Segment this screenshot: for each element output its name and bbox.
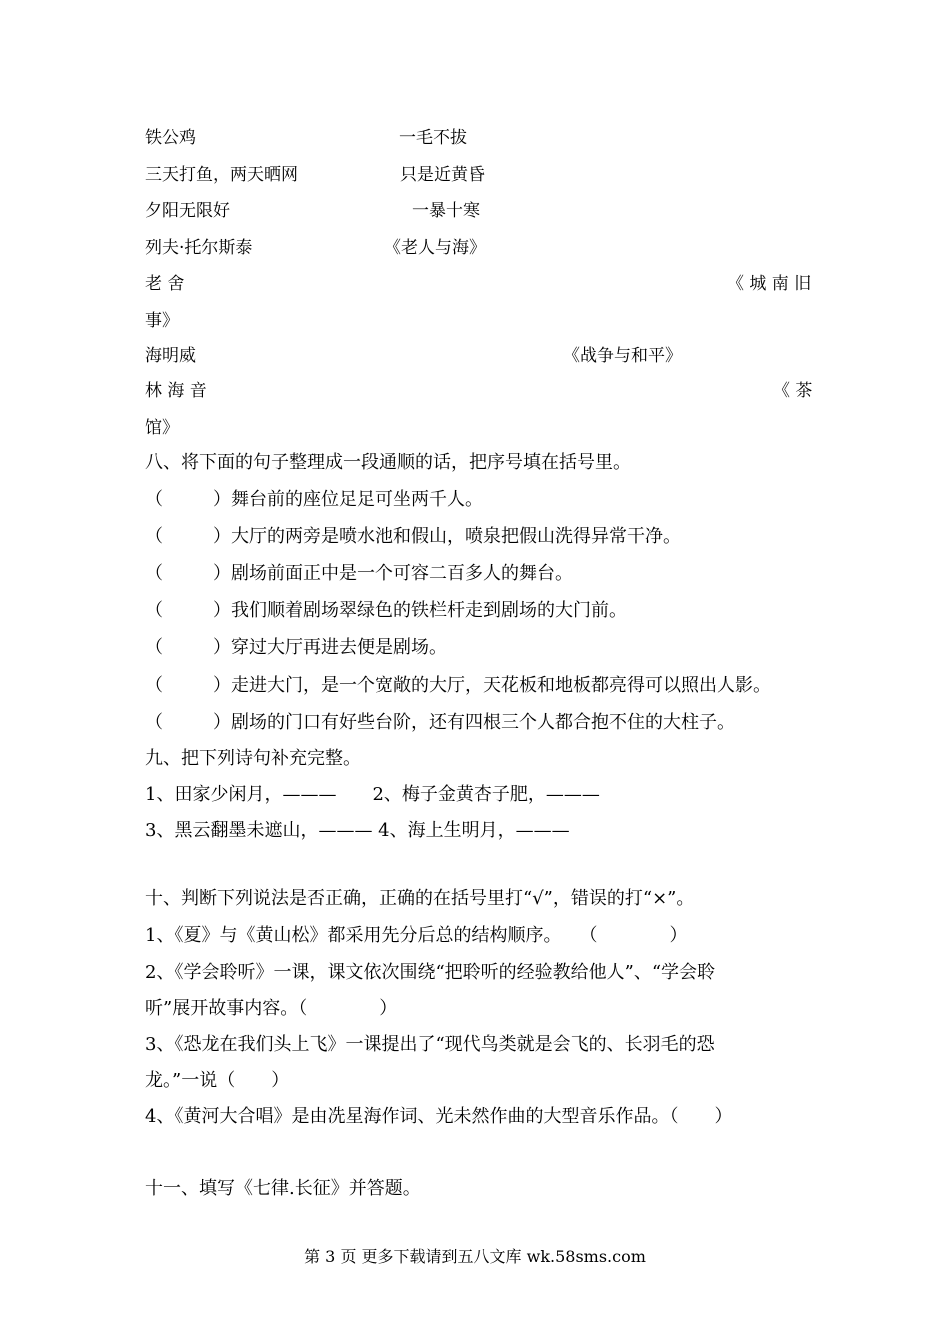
match-left-1: 铁公鸡 bbox=[145, 128, 196, 148]
judge-q2-line1: 2、《学会聆听》一课，课文依次围绕“把聆听的经验教给他人”、“学会聆 bbox=[145, 962, 716, 983]
judge-q4: 4、《黄河大合唱》是由冼星海作词、光未然作曲的大型音乐作品。（ ） bbox=[145, 1106, 733, 1127]
sentence-6: ）走进大门，是一个宽敞的大厅，天花板和地板都亮得可以照出人影。 bbox=[213, 675, 771, 696]
match-right-4: 《老人与海》 bbox=[384, 238, 486, 258]
match-right-3: 一暴十寒 bbox=[412, 201, 480, 221]
sentence-5: ）穿过大厅再进去便是剧场。 bbox=[213, 637, 447, 658]
sentence-4: ）我们顺着剧场翠绿色的铁栏杆走到剧场的大门前。 bbox=[213, 600, 627, 621]
answer-paren: （ bbox=[145, 712, 163, 733]
poem-line-1: 1、田家少闲月，——— 2、梅子金黄杏子肥，——— bbox=[145, 784, 600, 805]
page-footer: 第 3 页 更多下载请到五八文库 wk.58sms.com bbox=[304, 1247, 646, 1266]
match-left-7: 林 海 音 bbox=[145, 381, 207, 401]
match-left-5: 老 舍 bbox=[145, 274, 185, 294]
match-right-2: 只是近黄昏 bbox=[400, 165, 485, 185]
judge-q3-line2: 龙。”一说（ ） bbox=[145, 1070, 290, 1091]
answer-paren: （ bbox=[145, 637, 163, 658]
judge-q3-line1: 3、《恐龙在我们头上飞》一课提出了“现代鸟类就是会飞的、长羽毛的恐 bbox=[145, 1034, 715, 1055]
match-left-6: 海明威 bbox=[145, 346, 196, 366]
section11-title: 十一、填写《七律.长征》并答题。 bbox=[145, 1178, 421, 1199]
match-right-1: 一毛不拔 bbox=[399, 128, 467, 148]
sentence-1: ）舞台前的座位足足可坐两千人。 bbox=[213, 489, 483, 510]
section9-title: 九、把下列诗句补充完整。 bbox=[145, 748, 361, 769]
answer-paren: （ bbox=[145, 526, 163, 547]
judge-q1: 1、《夏》与《黄山松》都采用先分后总的结构顺序。 （ ） bbox=[145, 925, 688, 946]
match-left-2: 三天打鱼，两天晒网 bbox=[145, 165, 298, 185]
judge-q2-line2: 听”展开故事内容。（ ） bbox=[145, 998, 398, 1019]
answer-paren: （ bbox=[145, 675, 163, 696]
section10-title: 十、判断下列说法是否正确，正确的在括号里打“√”，错误的打“×”。 bbox=[145, 888, 695, 909]
match-left-3: 夕阳无限好 bbox=[145, 201, 230, 221]
match-wrap-2: 馆》 bbox=[145, 418, 179, 438]
match-right-5: 《 城 南 旧 bbox=[727, 274, 812, 294]
sentence-2: ）大厅的两旁是喷水池和假山，喷泉把假山洗得异常干净。 bbox=[213, 526, 681, 547]
match-wrap-1: 事》 bbox=[145, 311, 179, 331]
answer-paren: （ bbox=[145, 489, 163, 510]
match-right-6: 《战争与和平》 bbox=[563, 346, 682, 366]
poem-line-2: 3、黑云翻墨未遮山，——— 4、海上生明月，——— bbox=[145, 820, 570, 841]
answer-paren: （ bbox=[145, 600, 163, 621]
sentence-3: ）剧场前面正中是一个可容二百多人的舞台。 bbox=[213, 563, 573, 584]
section8-title: 八、将下面的句子整理成一段通顺的话，把序号填在括号里。 bbox=[145, 452, 631, 473]
match-left-4: 列夫·托尔斯泰 bbox=[145, 238, 253, 258]
match-right-7: 《 茶 bbox=[773, 381, 813, 401]
answer-paren: （ bbox=[145, 563, 163, 584]
sentence-7: ）剧场的门口有好些台阶，还有四根三个人都合抱不住的大柱子。 bbox=[213, 712, 735, 733]
